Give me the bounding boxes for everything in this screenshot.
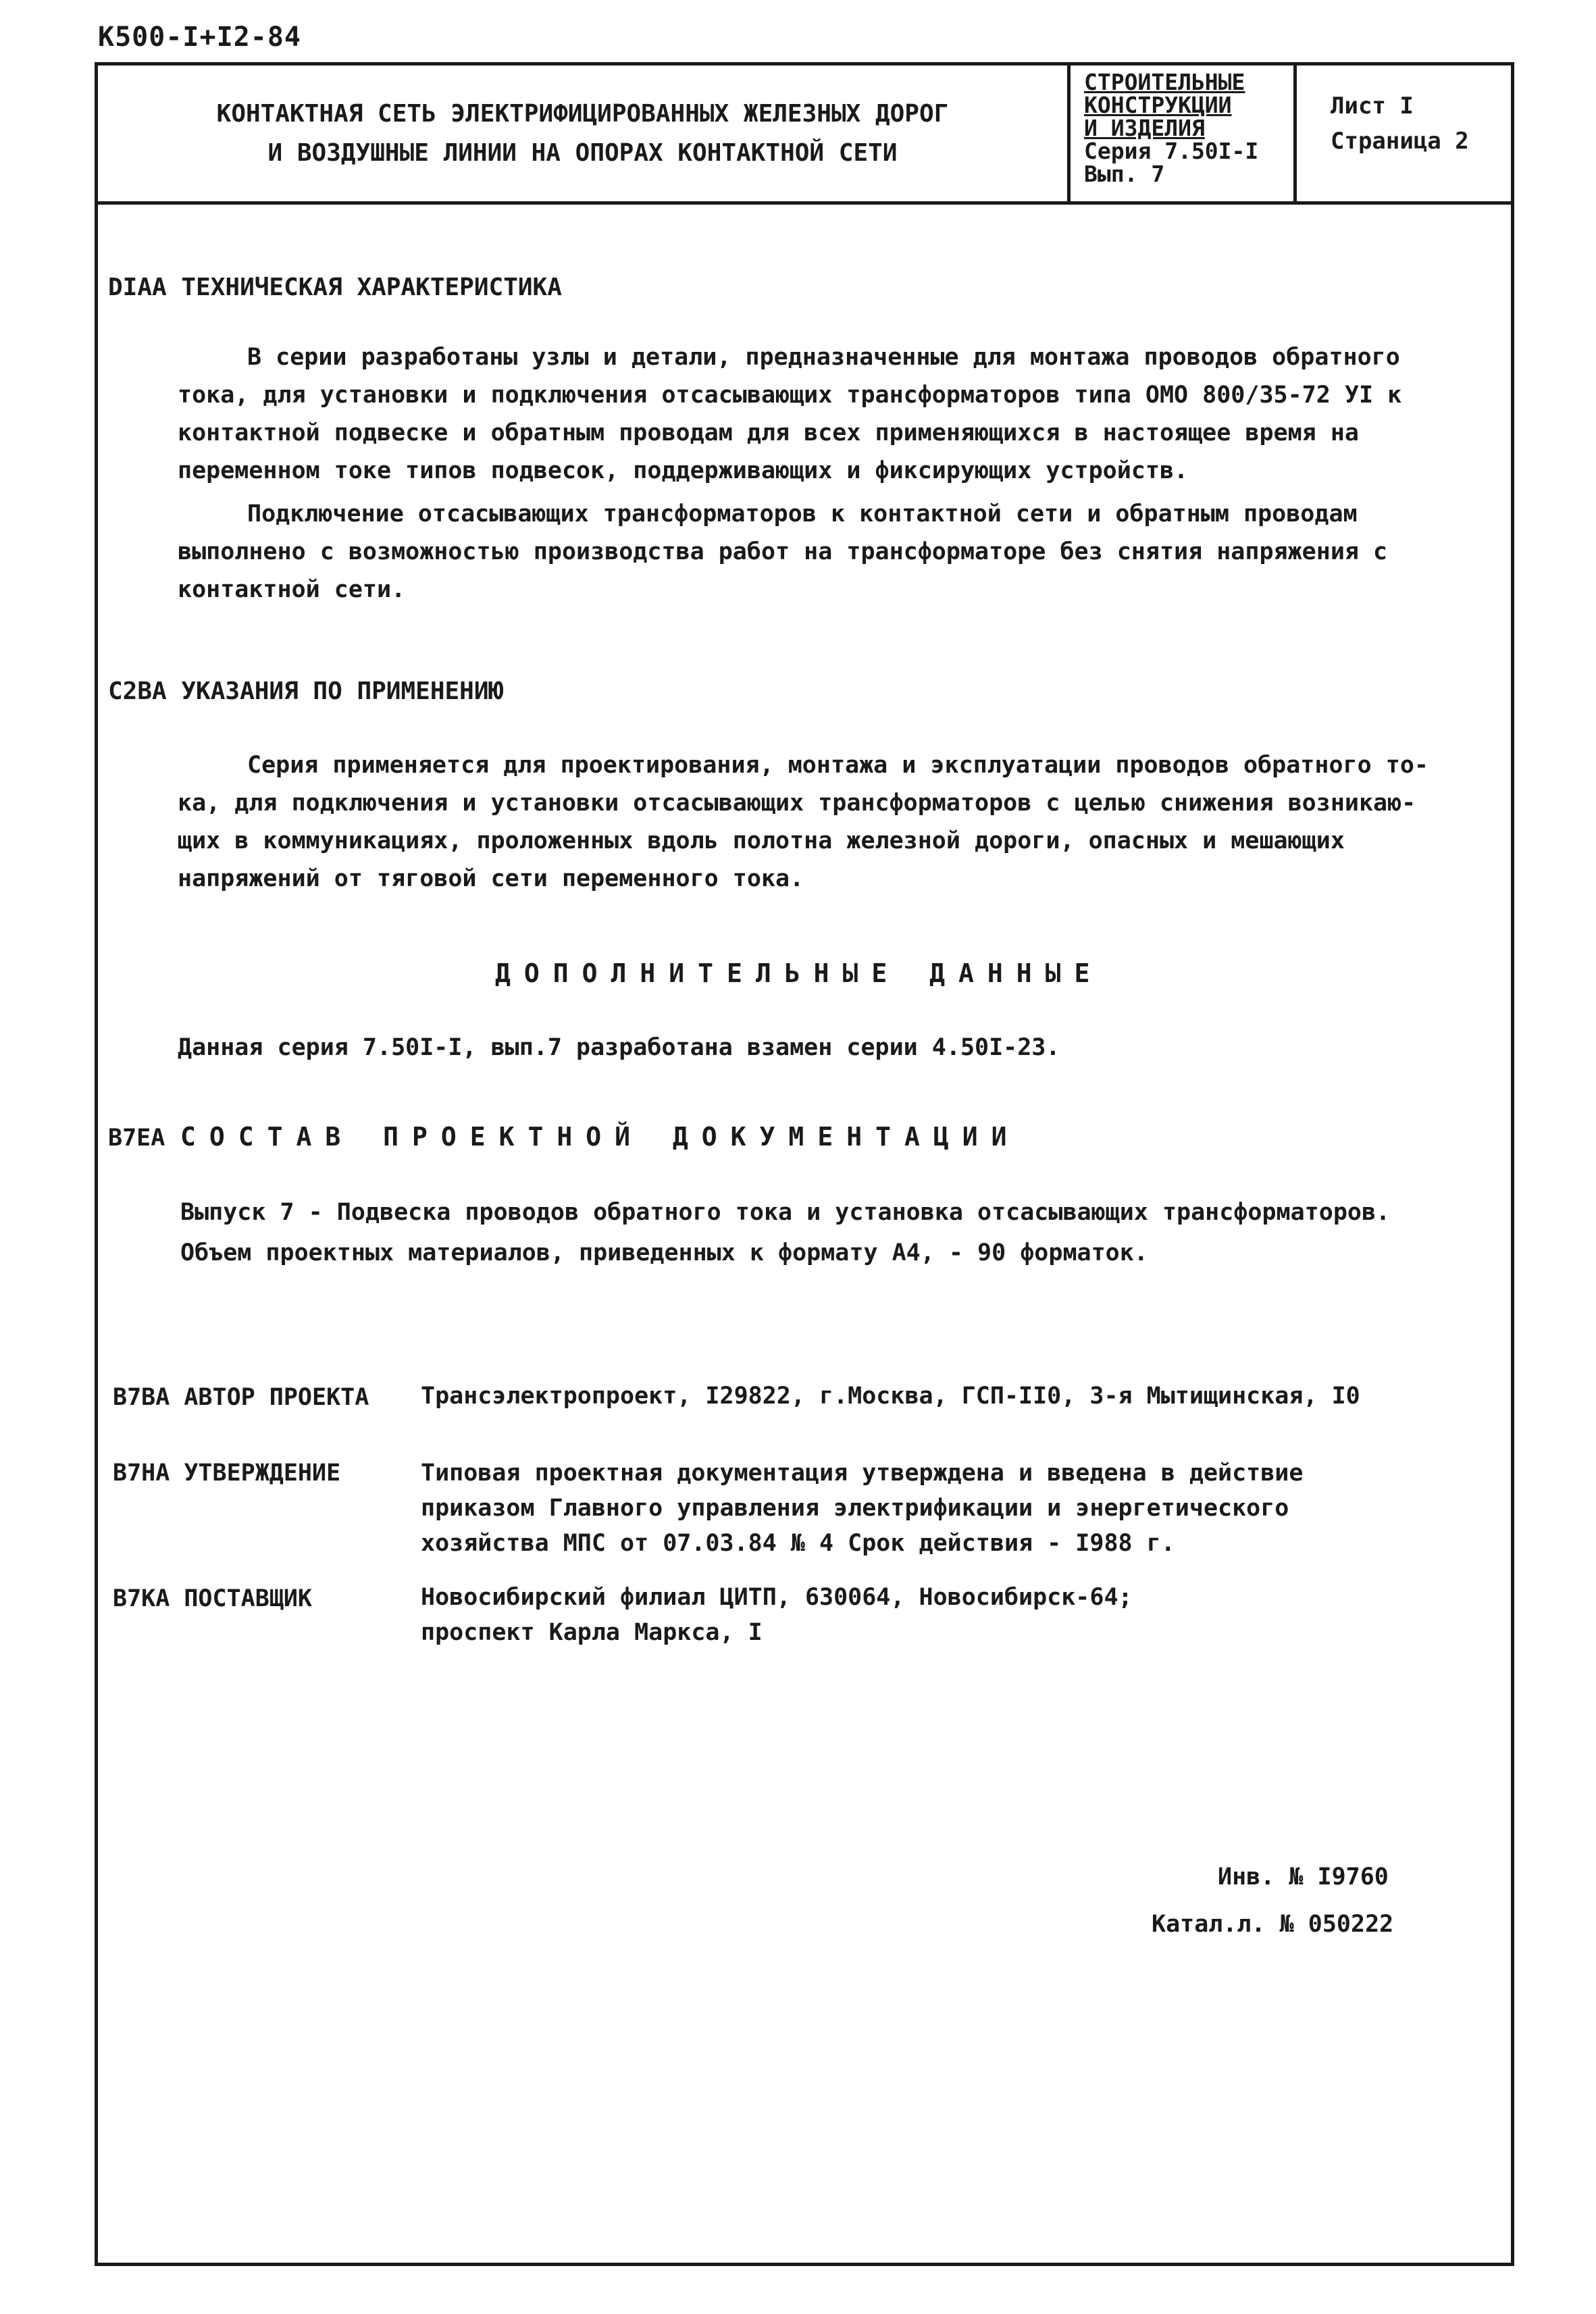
text-line: хозяйства МПС от 07.03.84 № 4 Срок действия - I988 г. (421, 1530, 1175, 1557)
text-line: Серия применяется для проектирования, монтажа и эксплуатации проводов обратного то- (247, 752, 1428, 779)
text-line: напряжений от тяговой сети переменного тока. (178, 865, 804, 892)
author-label: B7BA АВТОР ПРОЕКТА (113, 1384, 369, 1411)
series-line-1: СТРОИТЕЛЬНЫЕ (1084, 69, 1245, 95)
composition-line-1: Выпуск 7 - Подвеска проводов обратного тока и установка отсасывающих трансформаторов. (180, 1199, 1391, 1226)
document-code: К500-I+I2-84 (98, 22, 301, 53)
title-line-1: КОНТАКТНАЯ СЕТЬ ЭЛЕКТРИФИЦИРОВАННЫХ ЖЕЛЕЗНЫХ ДОРОГ (216, 99, 949, 128)
usage-paragraph (178, 746, 1428, 898)
composition-line-2: Объем проектных материалов, приведенных к формату А4, - 90 форматок. (180, 1239, 1148, 1266)
series-number: Серия 7.50I-I (1084, 138, 1259, 164)
tech-heading: DIAA ТЕХНИЧЕСКАЯ ХАРАКТЕРИСТИКА (108, 274, 562, 301)
supplier-value (421, 1580, 1133, 1650)
text-line: Подключение отсасывающих трансформаторов к контактной сети и обратным проводам (247, 500, 1358, 528)
text-line: ка, для подключения и установки отсасывающих трансформаторов с целью снижения возникаю- (178, 790, 1416, 817)
text-line: Типовая проектная документация утверждена и введена в действие (421, 1460, 1304, 1487)
inventory-number: Инв. № I9760 (1218, 1863, 1389, 1891)
tech-paragraph-1 (178, 338, 1401, 490)
additional-heading: ДОПОЛНИТЕЛЬНЫЕ ДАННЫЕ (495, 958, 1104, 988)
text-line: выполнено с возможностью производства работ на трансформаторе без снятия напряжения с (178, 538, 1388, 565)
text-line: тока, для установки и подключения отсасывающих трансформаторов типа ОМО 800/35-72 УI к (178, 382, 1402, 409)
tech-paragraph-2 (178, 495, 1387, 609)
sheet-block (1297, 66, 1511, 201)
approval-value (421, 1456, 1303, 1561)
additional-text: Данная серия 7.50I-I, вып.7 разработана взамен серии 4.50I-23. (178, 1034, 1060, 1061)
text-line: контактной подвеске и обратным проводам для всех применяющихся в настоящее время на (178, 419, 1359, 446)
text-line: проспект Карла Маркса, I (421, 1619, 763, 1646)
approval-label: B7HA УТВЕРЖДЕНИЕ (113, 1460, 341, 1487)
catalog-number: Катал.л. № 050222 (1152, 1911, 1394, 1938)
sheet-number: Лист I (1331, 93, 1414, 120)
page-frame (95, 62, 1514, 2266)
composition-heading: СОСТАВ ПРОЕКТНОЙ ДОКУМЕНТАЦИИ (180, 1122, 1021, 1152)
page-number: Страница 2 (1331, 128, 1469, 155)
supplier-label: B7KA ПОСТАВЩИК (113, 1585, 313, 1612)
text-line: приказом Главного управления электрификации и энергетического (421, 1495, 1289, 1522)
text-line: переменном токе типов подвесок, поддерживающих и фиксирующих устройств. (178, 457, 1189, 484)
series-block (1071, 66, 1297, 201)
text-line: щих в коммуникациях, проложенных вдоль полотна железной дороги, опасных и мешающих (178, 827, 1345, 854)
document-title (98, 66, 1071, 201)
issue-number: Вып. 7 (1084, 161, 1165, 187)
author-value: Трансэлектропроект, I29822, г.Москва, ГСП-II0, 3-я Мытищинская, I0 (421, 1383, 1360, 1410)
usage-heading: C2BA УКАЗАНИЯ ПО ПРИМЕНЕНИЮ (108, 677, 504, 705)
composition-code: B7EA (108, 1125, 165, 1152)
series-line-3: И ИЗДЕЛИЯ (1084, 115, 1205, 141)
title-block (98, 66, 1511, 205)
text-line: контактной сети. (178, 576, 406, 603)
text-line: В серии разработаны узлы и детали, предназначенные для монтажа проводов обратного (247, 344, 1400, 371)
text-line: Новосибирский филиал ЦИТП, 630064, Новосибирск-64; (421, 1584, 1133, 1611)
title-line-2: И ВОЗДУШНЫЕ ЛИНИИ НА ОПОРАХ КОНТАКТНОЙ СЕТИ (267, 138, 898, 167)
series-line-2: КОНСТРУКЦИИ (1084, 92, 1232, 118)
